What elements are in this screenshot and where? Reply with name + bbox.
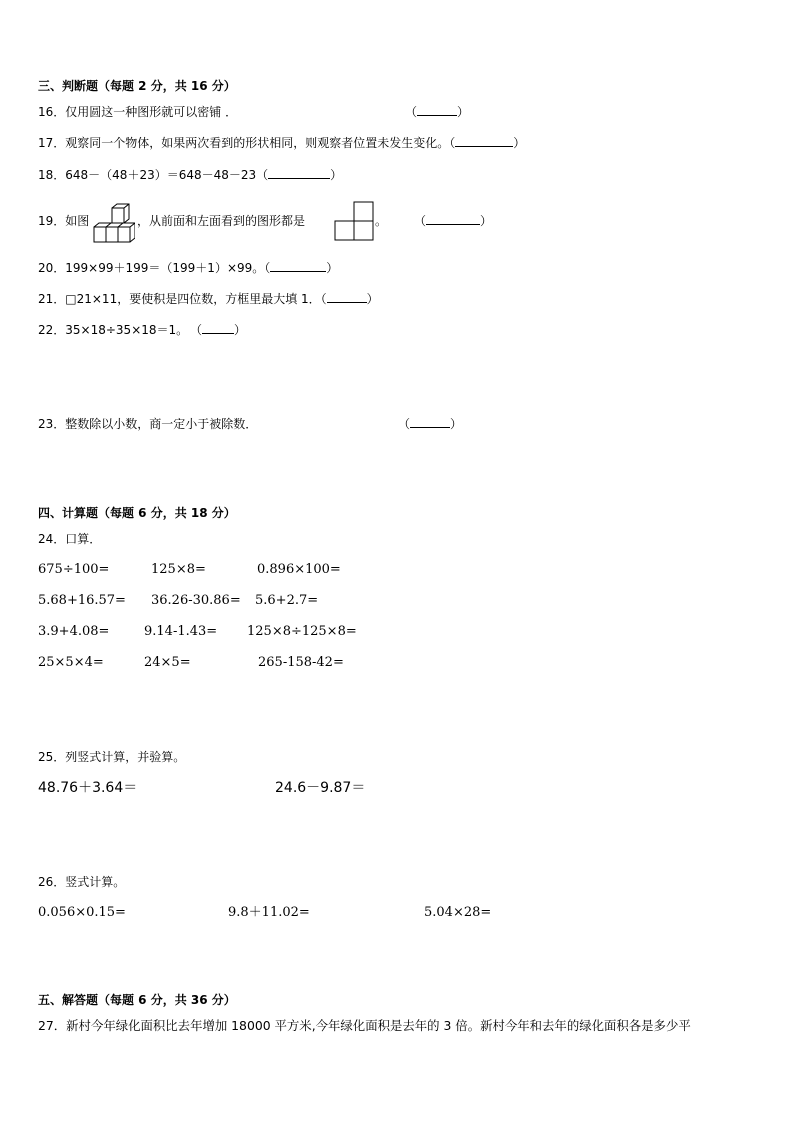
question-16-answer bbox=[405, 103, 469, 121]
answer-blank-16[interactable] bbox=[417, 103, 457, 116]
answer-blank-23[interactable] bbox=[410, 415, 450, 428]
question-23 bbox=[38, 415, 257, 433]
mental-calc-item: 9.14-1.43= bbox=[144, 624, 218, 639]
close-paren: ） bbox=[366, 292, 379, 306]
question-19-text-a: 19．如图 bbox=[38, 214, 90, 228]
question-20-text: 20．199×99＋199＝（199＋1）×99。（ bbox=[38, 261, 271, 275]
question-23-text: 23．整数除以小数，商一定小于被除数． bbox=[38, 417, 258, 431]
mental-calc-item: 125×8= bbox=[151, 562, 206, 577]
close-paren: ） bbox=[326, 261, 339, 275]
section-5-heading: 五、解答题（每题 6 分，共 36 分） bbox=[38, 993, 236, 1007]
question-16 bbox=[38, 103, 237, 121]
question-19-end bbox=[375, 212, 387, 230]
answer-blank-18[interactable] bbox=[268, 166, 330, 179]
question-20 bbox=[38, 259, 338, 277]
question-21-text: 21．□21×11，要使积是四位数，方框里最大填 1．（ bbox=[38, 292, 327, 306]
close-paren: ） bbox=[480, 214, 493, 228]
section-4-heading: 四、计算题（每题 6 分，共 18 分） bbox=[38, 506, 236, 520]
answer-blank-19[interactable] bbox=[426, 212, 480, 225]
answer-blank-22[interactable] bbox=[202, 321, 234, 334]
vertical-calc-item: 48.76＋3.64＝ bbox=[38, 780, 138, 796]
question-24-title: 24．口算． bbox=[38, 532, 102, 546]
mental-calc-item: 36.26-30.86= bbox=[151, 593, 241, 608]
question-25-title: 25．列竖式计算，并验算。 bbox=[38, 750, 186, 764]
question-27: 27．新村今年绿化面积比去年增加 18000 平方米,今年绿化面积是去年的 3 倍。新村今年和去年的绿化面积各是多少平 bbox=[38, 1018, 691, 1033]
close-paren: ） bbox=[450, 417, 463, 431]
open-paren: （ bbox=[398, 417, 411, 431]
section-3-heading: 三、判断题（每题 2 分，共 16 分） bbox=[38, 79, 236, 93]
mental-calc-item: 125×8÷125×8= bbox=[247, 624, 357, 639]
question-23-answer bbox=[398, 415, 462, 433]
question-19-prefix bbox=[38, 212, 89, 230]
question-17-text: 17．观察同一个物体，如果两次看到的形状相同，则观察者位置未发生变化。（ bbox=[38, 136, 456, 150]
vertical-calc-item: 24.6－9.87＝ bbox=[275, 780, 366, 796]
question-18-text: 18．648－（48＋23）＝648－48－23（ bbox=[38, 168, 269, 182]
mental-calc-item: 25×5×4= bbox=[38, 655, 104, 670]
question-22-text: 22．35×18÷35×18＝1。 bbox=[38, 323, 189, 337]
mental-calc-item: 5.68+16.57= bbox=[38, 593, 126, 608]
question-26-title: 26．竖式计算。 bbox=[38, 875, 126, 889]
answer-blank-20[interactable] bbox=[270, 259, 326, 272]
question-22 bbox=[38, 321, 188, 339]
close-paren: ） bbox=[457, 105, 470, 119]
question-19-text-b: ，从前面和左面看到的图形都是 bbox=[137, 214, 306, 228]
answer-blank-21[interactable] bbox=[327, 290, 367, 303]
answer-blank-17[interactable] bbox=[455, 134, 513, 147]
question-16-text: 16．仅用圆这一种图形就可以密铺 ． bbox=[38, 105, 238, 119]
question-21 bbox=[38, 290, 379, 308]
close-paren: ） bbox=[330, 168, 343, 182]
open-paren: （ bbox=[190, 323, 203, 337]
cube-stack-figure bbox=[93, 198, 135, 244]
mental-calc-item: 24×5= bbox=[144, 655, 191, 670]
question-19-text-c: 。 bbox=[375, 214, 388, 228]
vertical-calc-item: 5.04×28= bbox=[424, 905, 492, 920]
mental-calc-item: 3.9+4.08= bbox=[38, 624, 110, 639]
close-paren: ） bbox=[234, 323, 247, 337]
vertical-calc-item: 9.8＋11.02= bbox=[228, 905, 310, 920]
mental-calc-item: 265-158-42= bbox=[258, 655, 344, 670]
question-19-answer bbox=[414, 212, 492, 230]
mental-calc-item: 0.896×100= bbox=[257, 562, 341, 577]
question-18 bbox=[38, 166, 342, 184]
open-paren: （ bbox=[414, 214, 427, 228]
question-19-middle bbox=[137, 212, 305, 230]
open-paren: （ bbox=[405, 105, 418, 119]
vertical-calc-item: 0.056×0.15= bbox=[38, 905, 126, 920]
view-shape-figure bbox=[334, 201, 374, 241]
close-paren: ） bbox=[513, 136, 526, 150]
mental-calc-item: 5.6+2.7= bbox=[255, 593, 319, 608]
question-17 bbox=[38, 134, 525, 152]
question-22-answer bbox=[190, 321, 246, 339]
mental-calc-item: 675÷100= bbox=[38, 562, 110, 577]
